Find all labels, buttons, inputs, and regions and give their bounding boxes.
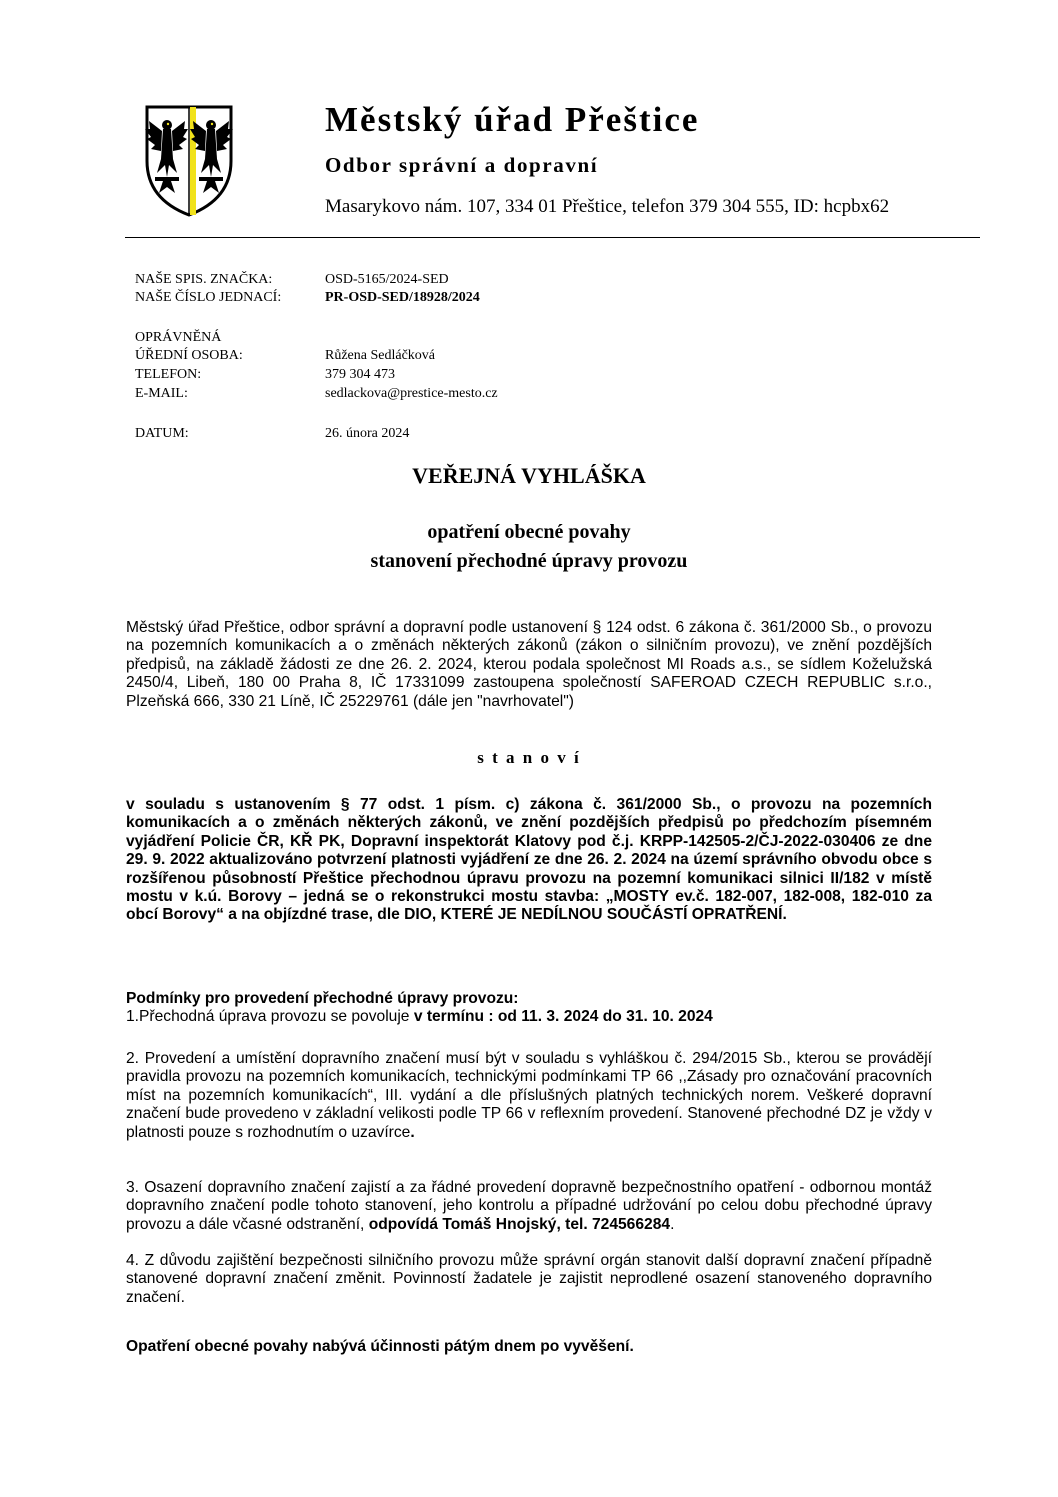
intro-text: Městský úřad Přeštice, odbor správní a dopravní podle ustanovení § 124 odst. 6 zákona č. 361/2000 Sb., o provozu na pozemních komunikacích a o změnách některých zákonů (zákon o silničním provozu), ve znění pozdějších předpisů, na základě žádosti ze dne 26. 2. 2024, kterou podala společnost MI Roads a.s., se sídlem Koželužská 2450/4, Libeň, 180 00 Praha 8, IČ 17331099 zastoupena společností SAFEROAD CZECH REPUBLIC s.r.o., Plzeňská 666, 330 21 Líně, IČ 25229761 (dále jen "navrhovatel") <box>126 619 932 710</box>
condition-3-responsible: odpovídá Tomáš Hnojský, tel. 724566284 <box>368 1215 671 1233</box>
condition-3-text: 3. Osazení dopravního značení zajistí a za řádné provedení dopravně bezpečnostního opatření - odbornou montáž dopravního značení podle tohoto stanovení, jeho kontrolu a případné udržování po celou dobu přechodné úpravy provozu a dále včasné odstranění, <box>126 1179 932 1233</box>
official-name: Růžena Sedláčková <box>325 348 436 363</box>
condition-1 <box>126 1008 932 1026</box>
case-number-value: PR-OSD-SED/18928/2024 <box>325 290 480 305</box>
document-subheading-1: opatření obecné povahy <box>427 521 631 543</box>
office-title: Městský úřad Přeštice <box>325 100 700 139</box>
condition-3 <box>126 1179 932 1234</box>
phone-value: 379 304 473 <box>325 367 395 382</box>
conditions-heading: Podmínky pro provedení přechodné úpravy provozu: <box>126 990 519 1007</box>
email-value: sedlackova@prestice-mesto.cz <box>325 386 498 401</box>
phone-label: TELEFON: <box>135 367 202 382</box>
condition-4-text: 4. Z důvodu zajištění bezpečnosti silničního provozu může správní orgán stanovit další dopravní značení případně stanovené dopravní značení změnit. Povinností žadatele je zajistit neprodlené osazení stanoveného dopravního značení. <box>126 1252 932 1306</box>
condition-3-end: . <box>670 1215 675 1233</box>
date-label: DATUM: <box>135 426 189 441</box>
document-subheading-2: stanovení přechodné úpravy provozu <box>370 550 688 572</box>
official-label-line1: OPRÁVNĚNÁ <box>135 330 222 345</box>
department-subtitle: Odbor správní a dopravní <box>325 153 599 177</box>
condition-2 <box>126 1050 932 1142</box>
condition-1-term: v termínu : od 11. 3. 2024 do 31. 10. 2024 <box>413 1008 713 1026</box>
condition-1-text: 1.Přechodná úprava provozu se povoluje <box>126 1008 414 1026</box>
intro-paragraph <box>126 619 932 711</box>
condition-2-text: 2. Provedení a umístění dopravního značení musí být v souladu s vyhláškou č. 294/2015 Sb., kterou se provádějí pravidla provozu na pozemních komunikacích, technickými podmínkami TP 66 ,,Zásady pro označování pracovních míst na pozemních komunikacích“, III. vydání a dle příslušných platných technických norem. Veškeré dopravní značení bude provedeno v základní velikosti podle TP 66 v reflexním provedení. Stanovené přechodné DZ je vždy v platnosti pouze s rozhodnutím o uzavírce <box>126 1050 932 1141</box>
reference-number-label: NAŠE SPIS. ZNAČKA: <box>135 272 273 287</box>
official-label-line2: ÚŘEDNÍ OSOBA: <box>135 348 243 363</box>
date-value: 26. února 2024 <box>325 426 410 441</box>
final-statement-text: Opatření obecné povahy nabývá účinnosti pátým dnem po vyvěšení. <box>126 1338 634 1355</box>
condition-4 <box>126 1252 932 1307</box>
stanovi-heading: s t a n o v í <box>477 748 581 767</box>
decision-paragraph <box>126 796 932 925</box>
header-divider <box>125 237 980 238</box>
office-address: Masarykovo nám. 107, 334 01 Přeštice, telefon 379 304 555, ID: hcpbx62 <box>325 196 890 217</box>
reference-number-value: OSD-5165/2024-SED <box>325 272 449 287</box>
final-statement <box>126 1338 932 1356</box>
document-heading: VEŘEJNÁ VYHLÁŠKA <box>412 463 646 488</box>
email-label: E-MAIL: <box>135 386 188 401</box>
condition-2-end: . <box>410 1123 415 1141</box>
city-coat-of-arms-icon <box>138 99 240 219</box>
decision-text: v souladu s ustanovením § 77 odst. 1 písm. c) zákona č. 361/2000 Sb., o provozu na pozemních komunikacích a o změnách některých zákonů, ve znění pozdějších předpisů po předchozím písemném vyjádření Policie ČR, KŘ PK, Dopravní inspektorát Klatovy pod č.j. KRPP-142505-2/ČJ-2022-030406 ze dne 29. 9. 2022 aktualizováno potvrzení platnosti vyjádření ze dne 26. 2. 2024 na území správního obvodu obce s rozšířenou působností Přeštice přechodnou úpravu provozu na pozemní komunikaci silnici II/182 v místě mostu v k.ú. Borovy – jedná se o rekonstrukci mostu stavba: „MOSTY ev.č. 182-007, 182-008, 182-010 za obcí Borovy“ a na objízdné trase, dle DIO, KTERÉ JE NEDÍLNOU SOUČÁSTÍ OPRATŘENÍ. <box>126 796 932 924</box>
conditions-block <box>126 990 932 1027</box>
case-number-label: NAŠE ČÍSLO JEDNACÍ: <box>135 290 282 305</box>
